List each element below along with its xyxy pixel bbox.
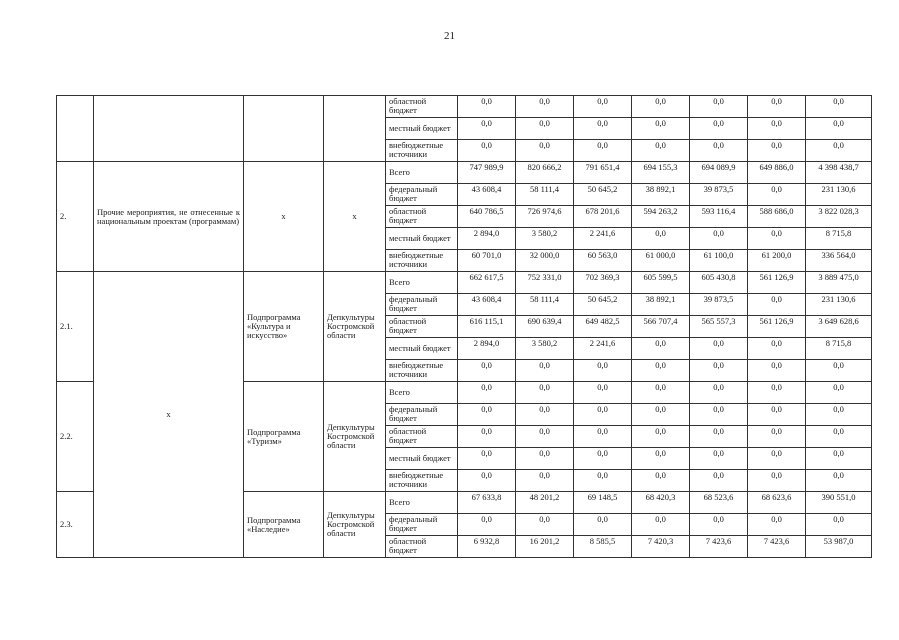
value-cell: 0,0 — [632, 96, 690, 118]
value-cell: 0,0 — [806, 426, 872, 448]
value-cell: 0,0 — [690, 514, 748, 536]
value-cell: 0,0 — [632, 382, 690, 404]
value-cell: 0,0 — [748, 404, 806, 426]
funding-source-cell: федеральный бюджет — [386, 404, 458, 426]
value-cell: 60 701,0 — [458, 250, 516, 272]
executor-cell: Подпрограмма «Наследие» — [244, 492, 324, 558]
value-cell: 16 201,2 — [516, 536, 574, 558]
value-cell: 0,0 — [574, 140, 632, 162]
coexecutor-cell: Депкультуры Костромской области — [324, 272, 386, 382]
funding-source-cell: местный бюджет — [386, 448, 458, 470]
value-cell: 0,0 — [458, 470, 516, 492]
value-cell: 8 585,5 — [574, 536, 632, 558]
executor-cell — [244, 96, 324, 162]
value-cell: 0,0 — [516, 470, 574, 492]
funding-source-cell: областной бюджет — [386, 206, 458, 228]
value-cell: 0,0 — [690, 96, 748, 118]
value-cell: 58 111,4 — [516, 184, 574, 206]
page-number: 21 — [444, 30, 455, 42]
value-cell: 593 116,4 — [690, 206, 748, 228]
coexecutor-cell: Депкультуры Костромской области — [324, 492, 386, 558]
row-name-cell: Прочие мероприятия, не отнесенные к национальным проектам (программам) — [94, 162, 244, 272]
value-cell: 0,0 — [690, 448, 748, 470]
funding-source-cell: внебюджетные источники — [386, 360, 458, 382]
funding-source-cell: местный бюджет — [386, 118, 458, 140]
value-cell: 0,0 — [748, 470, 806, 492]
value-cell: 7 420,3 — [632, 536, 690, 558]
executor-cell: Подпрограмма «Культура и искусство» — [244, 272, 324, 382]
value-cell: 0,0 — [458, 360, 516, 382]
value-cell: 678 201,6 — [574, 206, 632, 228]
value-cell: 6 932,8 — [458, 536, 516, 558]
value-cell: 231 130,6 — [806, 294, 872, 316]
value-cell: 0,0 — [516, 448, 574, 470]
value-cell: 594 263,2 — [632, 206, 690, 228]
value-cell: 0,0 — [690, 228, 748, 250]
funding-source-cell: областной бюджет — [386, 316, 458, 338]
row-code-cell: 2. — [57, 162, 94, 272]
table-row — [57, 162, 872, 184]
value-cell: 0,0 — [574, 404, 632, 426]
value-cell: 0,0 — [574, 426, 632, 448]
value-cell: 649 886,0 — [748, 162, 806, 184]
value-cell: 0,0 — [748, 382, 806, 404]
value-cell: 0,0 — [690, 140, 748, 162]
row-code-cell: 2.2. — [57, 382, 94, 492]
value-cell: 0,0 — [748, 118, 806, 140]
value-cell: 0,0 — [458, 426, 516, 448]
funding-source-cell: федеральный бюджет — [386, 294, 458, 316]
funding-source-cell: Всего — [386, 492, 458, 514]
value-cell: 0,0 — [748, 448, 806, 470]
value-cell: 0,0 — [748, 360, 806, 382]
value-cell: 0,0 — [806, 514, 872, 536]
value-cell: 7 423,6 — [690, 536, 748, 558]
funding-source-cell: областной бюджет — [386, 426, 458, 448]
value-cell: 0,0 — [690, 338, 748, 360]
value-cell: 0,0 — [574, 360, 632, 382]
row-code-cell: 2.1. — [57, 272, 94, 382]
value-cell: 690 639,4 — [516, 316, 574, 338]
value-cell: 565 557,3 — [690, 316, 748, 338]
value-cell: 588 686,0 — [748, 206, 806, 228]
value-cell: 4 398 438,7 — [806, 162, 872, 184]
row-code-cell: 2.3. — [57, 492, 94, 558]
value-cell: 0,0 — [516, 360, 574, 382]
value-cell: 0,0 — [748, 294, 806, 316]
value-cell: 38 892,1 — [632, 294, 690, 316]
funding-source-cell: Всего — [386, 162, 458, 184]
value-cell: 39 873,5 — [690, 184, 748, 206]
value-cell: 32 000,0 — [516, 250, 574, 272]
value-cell: 0,0 — [690, 404, 748, 426]
value-cell: 0,0 — [806, 118, 872, 140]
executor-cell: х — [244, 162, 324, 272]
funding-source-cell: Всего — [386, 382, 458, 404]
value-cell: 0,0 — [806, 140, 872, 162]
value-cell: 649 482,5 — [574, 316, 632, 338]
value-cell: 2 241,6 — [574, 338, 632, 360]
coexecutor-cell: х — [324, 162, 386, 272]
value-cell: 3 580,2 — [516, 338, 574, 360]
value-cell: 8 715,8 — [806, 228, 872, 250]
value-cell: 43 608,4 — [458, 184, 516, 206]
value-cell: 0,0 — [458, 404, 516, 426]
value-cell: 68 420,3 — [632, 492, 690, 514]
value-cell: 0,0 — [748, 514, 806, 536]
funding-source-cell: внебюджетные источники — [386, 140, 458, 162]
executor-cell: Подпрограмма «Туризм» — [244, 382, 324, 492]
funding-source-cell: внебюджетные источники — [386, 250, 458, 272]
value-cell: 67 633,8 — [458, 492, 516, 514]
coexecutor-cell: Депкультуры Костромской области — [324, 382, 386, 492]
value-cell: 390 551,0 — [806, 492, 872, 514]
value-cell: 2 241,6 — [574, 228, 632, 250]
value-cell: 0,0 — [748, 140, 806, 162]
value-cell: 0,0 — [574, 96, 632, 118]
value-cell: 605 430,8 — [690, 272, 748, 294]
value-cell: 8 715,8 — [806, 338, 872, 360]
value-cell: 662 617,5 — [458, 272, 516, 294]
funding-source-cell: местный бюджет — [386, 228, 458, 250]
table-row — [57, 96, 872, 118]
value-cell: 0,0 — [748, 228, 806, 250]
value-cell: 0,0 — [632, 360, 690, 382]
coexecutor-cell — [324, 96, 386, 162]
funding-source-cell: федеральный бюджет — [386, 184, 458, 206]
value-cell: 3 580,2 — [516, 228, 574, 250]
value-cell: 2 894,0 — [458, 228, 516, 250]
value-cell: 0,0 — [806, 448, 872, 470]
value-cell: 0,0 — [574, 382, 632, 404]
value-cell: 0,0 — [574, 514, 632, 536]
value-cell: 53 987,0 — [806, 536, 872, 558]
value-cell: 0,0 — [806, 96, 872, 118]
value-cell: 0,0 — [458, 96, 516, 118]
value-cell: 43 608,4 — [458, 294, 516, 316]
value-cell: 0,0 — [690, 360, 748, 382]
row-name-cell: х — [94, 272, 244, 558]
value-cell: 0,0 — [632, 118, 690, 140]
value-cell: 0,0 — [516, 404, 574, 426]
value-cell: 0,0 — [516, 382, 574, 404]
value-cell: 0,0 — [632, 448, 690, 470]
row-name-cell — [94, 96, 244, 162]
value-cell: 2 894,0 — [458, 338, 516, 360]
value-cell: 0,0 — [458, 382, 516, 404]
value-cell: 0,0 — [458, 118, 516, 140]
funding-source-cell: местный бюджет — [386, 338, 458, 360]
value-cell: 0,0 — [458, 514, 516, 536]
value-cell: 50 645,2 — [574, 294, 632, 316]
value-cell: 336 564,0 — [806, 250, 872, 272]
value-cell: 0,0 — [748, 96, 806, 118]
row-code-cell — [57, 96, 94, 162]
value-cell: 820 666,2 — [516, 162, 574, 184]
value-cell: 0,0 — [574, 118, 632, 140]
value-cell: 0,0 — [690, 470, 748, 492]
value-cell: 38 892,1 — [632, 184, 690, 206]
value-cell: 640 786,5 — [458, 206, 516, 228]
value-cell: 616 115,1 — [458, 316, 516, 338]
value-cell: 7 423,6 — [748, 536, 806, 558]
value-cell: 39 873,5 — [690, 294, 748, 316]
value-cell: 0,0 — [690, 382, 748, 404]
value-cell: 0,0 — [516, 118, 574, 140]
value-cell: 747 989,9 — [458, 162, 516, 184]
value-cell: 0,0 — [748, 426, 806, 448]
value-cell: 605 599,5 — [632, 272, 690, 294]
value-cell: 3 822 028,3 — [806, 206, 872, 228]
value-cell: 61 200,0 — [748, 250, 806, 272]
value-cell: 58 111,4 — [516, 294, 574, 316]
value-cell: 694 089,9 — [690, 162, 748, 184]
value-cell: 566 707,4 — [632, 316, 690, 338]
value-cell: 3 889 475,0 — [806, 272, 872, 294]
value-cell: 48 201,2 — [516, 492, 574, 514]
value-cell: 0,0 — [516, 140, 574, 162]
value-cell: 0,0 — [632, 514, 690, 536]
funding-source-cell: областной бюджет — [386, 536, 458, 558]
value-cell: 0,0 — [748, 184, 806, 206]
funding-source-cell: Всего — [386, 272, 458, 294]
value-cell: 231 130,6 — [806, 184, 872, 206]
value-cell: 702 369,3 — [574, 272, 632, 294]
value-cell: 726 974,6 — [516, 206, 574, 228]
value-cell: 694 155,3 — [632, 162, 690, 184]
value-cell: 0,0 — [748, 338, 806, 360]
value-cell: 0,0 — [632, 140, 690, 162]
value-cell: 752 331,0 — [516, 272, 574, 294]
value-cell: 791 651,4 — [574, 162, 632, 184]
value-cell: 561 126,9 — [748, 272, 806, 294]
value-cell: 0,0 — [458, 140, 516, 162]
value-cell: 68 523,6 — [690, 492, 748, 514]
value-cell: 50 645,2 — [574, 184, 632, 206]
funding-source-cell: областной бюджет — [386, 96, 458, 118]
value-cell: 0,0 — [806, 360, 872, 382]
value-cell: 61 100,0 — [690, 250, 748, 272]
value-cell: 0,0 — [516, 514, 574, 536]
value-cell: 60 563,0 — [574, 250, 632, 272]
value-cell: 561 126,9 — [748, 316, 806, 338]
value-cell: 0,0 — [806, 404, 872, 426]
value-cell: 3 649 628,6 — [806, 316, 872, 338]
value-cell: 0,0 — [632, 426, 690, 448]
budget-table — [56, 95, 872, 558]
value-cell: 0,0 — [632, 470, 690, 492]
funding-source-cell: внебюджетные источники — [386, 470, 458, 492]
value-cell: 0,0 — [574, 470, 632, 492]
value-cell: 0,0 — [806, 382, 872, 404]
table-row — [57, 272, 872, 294]
value-cell: 68 623,6 — [748, 492, 806, 514]
value-cell: 0,0 — [458, 448, 516, 470]
value-cell: 0,0 — [806, 470, 872, 492]
value-cell: 0,0 — [632, 404, 690, 426]
value-cell: 0,0 — [516, 426, 574, 448]
value-cell: 0,0 — [690, 118, 748, 140]
value-cell: 0,0 — [690, 426, 748, 448]
value-cell: 0,0 — [516, 96, 574, 118]
value-cell: 0,0 — [632, 338, 690, 360]
value-cell: 0,0 — [574, 448, 632, 470]
funding-source-cell: федеральный бюджет — [386, 514, 458, 536]
value-cell: 0,0 — [632, 228, 690, 250]
value-cell: 61 000,0 — [632, 250, 690, 272]
value-cell: 69 148,5 — [574, 492, 632, 514]
